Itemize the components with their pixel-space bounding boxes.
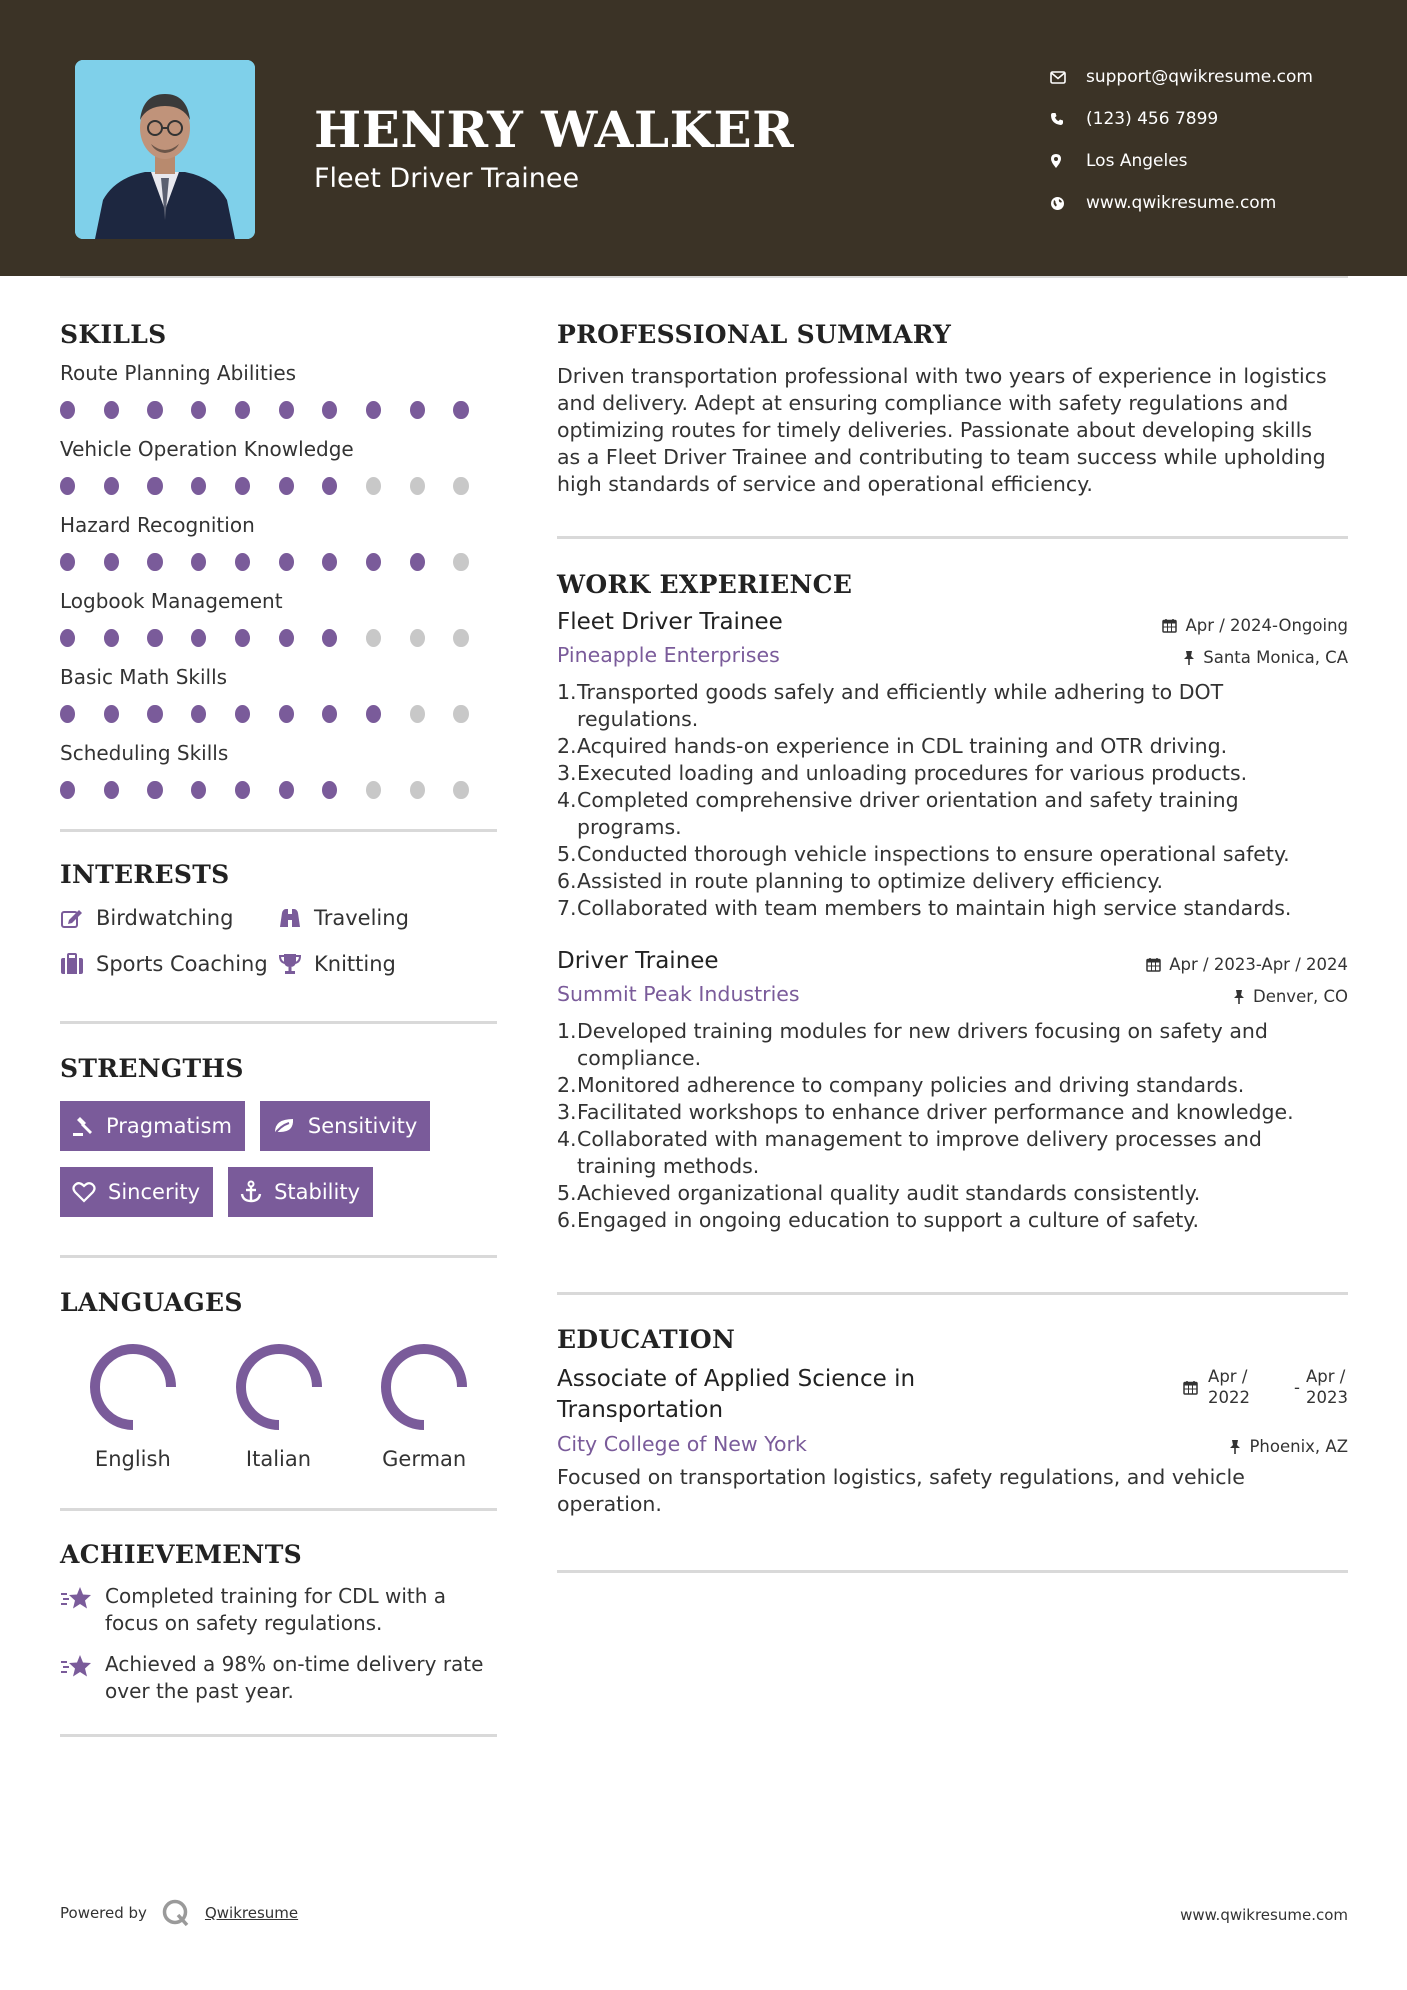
achievement-line: Achieved a 98% on-time delivery rate [105, 1652, 484, 1676]
achievement-item [60, 1651, 497, 1705]
contact-location [1050, 140, 1313, 182]
rating-dot-empty [366, 629, 381, 647]
skill-rating [60, 699, 497, 729]
job-subheader [557, 643, 1348, 667]
achievements-list [60, 1583, 497, 1705]
summary-line: and delivery. Adept at ensuring compliance with safety regulations and [557, 391, 1289, 415]
strength-label: Sensitivity [307, 1114, 418, 1138]
rating-dot-empty [453, 553, 468, 571]
rating-dot-filled [279, 781, 294, 799]
bullet-number: 5. [557, 842, 577, 866]
contact-email[interactable] [1050, 56, 1313, 98]
achievement-item [60, 1583, 497, 1637]
rating-dot-filled [147, 477, 162, 495]
language-level-arc [95, 1349, 171, 1425]
bullet-text: Monitored adherence to company policies and driving standards. [577, 1073, 1245, 1097]
section-divider [557, 1570, 1348, 1573]
bullet-number: 3. [557, 761, 577, 785]
rating-dot-filled [60, 401, 75, 419]
rating-dot-filled [104, 781, 119, 799]
achievement-line: Completed training for CDL with a [105, 1584, 447, 1608]
job-bullet [557, 868, 1348, 895]
resume-header [0, 0, 1407, 276]
strength-tag [60, 1101, 245, 1151]
rating-dot-filled [322, 553, 337, 571]
bullet-text: Facilitated workshops to enhance driver performance and knowledge. [577, 1100, 1294, 1124]
header-divider [60, 276, 1348, 278]
rating-dot-filled [191, 553, 206, 571]
language-level-arc [241, 1349, 317, 1425]
rating-dot-filled [410, 553, 425, 571]
education-subheader [557, 1432, 1348, 1456]
job-bullet [557, 895, 1348, 922]
job-date-text: Apr / 2023-Apr / 2024 [1169, 955, 1348, 974]
map-pin-icon [1050, 153, 1086, 169]
star-icon [60, 1653, 93, 1679]
degree-line: Associate of Applied Science in [557, 1366, 916, 1392]
candidate-title: Fleet Driver Trainee [314, 163, 580, 194]
profile-photo [75, 60, 255, 239]
language-level-arc [386, 1349, 462, 1425]
rating-dot-filled [104, 401, 119, 419]
trophy-icon [278, 953, 302, 975]
skill-name: Basic Math Skills [60, 665, 228, 689]
language-gauge [87, 1341, 179, 1433]
rating-dot-filled [279, 705, 294, 723]
education-description [557, 1464, 1348, 1518]
job-subheader [557, 982, 1348, 1006]
job-company: Summit Peak Industries [557, 982, 800, 1006]
interest-item [278, 949, 498, 979]
end-year: 2023 [1306, 1388, 1348, 1407]
calendar-icon [1162, 618, 1177, 633]
phone-icon [1050, 112, 1086, 126]
achievement-text [105, 1651, 483, 1705]
rating-dot-filled [235, 781, 250, 799]
bullet-text: Assisted in route planning to optimize delivery efficiency. [577, 869, 1164, 893]
rating-dot-filled [366, 401, 381, 419]
skill-name: Route Planning Abilities [60, 361, 297, 385]
bullet-text: Engaged in ongoing education to support a culture of safety. [577, 1208, 1200, 1232]
bullet-text: Achieved organizational quality audit standards consistently. [577, 1181, 1201, 1205]
interest-item [60, 949, 278, 979]
contact-list [1050, 56, 1313, 224]
rating-dot-filled [235, 553, 250, 571]
school-name: City College of New York [557, 1432, 807, 1456]
rating-dot-empty [453, 477, 468, 495]
bullet-number: 5. [557, 1181, 577, 1205]
job-entry [557, 948, 1348, 1234]
interest-label: Knitting [314, 952, 396, 976]
anchor-icon [240, 1180, 262, 1204]
heart-icon [72, 1181, 96, 1203]
rating-dot-filled [322, 401, 337, 419]
footer-url[interactable]: www.qwikresume.com [1180, 1906, 1348, 1924]
candidate-name: HENRY WALKER [314, 100, 795, 159]
interest-item [60, 903, 278, 933]
job-location-text: Denver, CO [1252, 987, 1348, 1006]
bullet-line: training methods. [577, 1154, 760, 1178]
skills-section [60, 320, 497, 805]
rating-dot-empty [410, 477, 425, 495]
bullet-text [577, 1018, 1268, 1072]
rating-dot-filled [366, 553, 381, 571]
contact-phone-text: (123) 456 7899 [1086, 109, 1219, 129]
section-divider [60, 1255, 497, 1258]
job-entry [557, 609, 1348, 922]
bullet-number: 2. [557, 734, 577, 758]
qwikresume-logo-icon [161, 1898, 191, 1928]
job-date-text: Apr / 2024-Ongoing [1185, 616, 1348, 635]
qwikresume-link[interactable]: Qwikresume [204, 1904, 299, 1922]
achievement-line: focus on safety regulations. [105, 1611, 383, 1635]
degree-line: Transportation [557, 1397, 724, 1423]
section-divider [60, 1734, 497, 1737]
language-gauge [233, 1341, 325, 1433]
strength-tag [260, 1101, 430, 1151]
degree-title [557, 1364, 915, 1426]
skills-heading: SKILLS [60, 320, 167, 349]
education-date [1183, 1366, 1348, 1408]
strength-label: Pragmatism [106, 1114, 232, 1138]
language-label: Italian [245, 1447, 312, 1471]
bullet-number: 4. [557, 788, 577, 812]
job-title: Driver Trainee [557, 948, 719, 974]
languages-list [60, 1341, 497, 1471]
rating-dot-filled [410, 401, 425, 419]
strengths-section [60, 1054, 497, 1217]
achievements-heading: ACHIEVEMENTS [60, 1540, 302, 1569]
contact-website[interactable] [1050, 182, 1313, 224]
rating-dot-filled [60, 705, 75, 723]
bullet-text [577, 1126, 1262, 1180]
rating-dot-filled [191, 477, 206, 495]
education-end [1306, 1366, 1348, 1408]
rating-dot-filled [191, 401, 206, 419]
globe-icon [1050, 196, 1086, 211]
job-location-text: Santa Monica, CA [1203, 648, 1348, 667]
rating-dot-empty [453, 781, 468, 799]
contact-location-text: Los Angeles [1086, 151, 1188, 171]
summary-line: Driven transportation professional with two years of experience in logistics [557, 364, 1327, 388]
star-icon [60, 1585, 93, 1611]
job-date [1146, 955, 1348, 974]
job-bullets [557, 679, 1348, 922]
languages-heading: LANGUAGES [60, 1288, 243, 1317]
job-bullet [557, 760, 1348, 787]
summary-text [557, 363, 1348, 498]
education-location-text: Phoenix, AZ [1249, 1437, 1348, 1456]
rating-dot-filled [104, 705, 119, 723]
rating-dot-filled [147, 401, 162, 419]
pushpin-icon [1229, 1439, 1241, 1455]
rating-dot-empty [453, 705, 468, 723]
footer-branding [60, 1898, 298, 1928]
summary-heading: PROFESSIONAL SUMMARY [557, 320, 952, 349]
description-line: operation. [557, 1492, 662, 1516]
bullet-line: Collaborated with management to improve delivery processes and [577, 1127, 1262, 1151]
interest-label: Sports Coaching [96, 952, 268, 976]
skill-rating [60, 395, 497, 425]
rating-dot-filled [60, 477, 75, 495]
skill-name: Logbook Management [60, 589, 283, 613]
rating-dot-empty [366, 477, 381, 495]
end-month: Apr / [1306, 1367, 1346, 1386]
skill-item [60, 513, 497, 577]
rating-dot-filled [104, 477, 119, 495]
gavel-icon [72, 1115, 94, 1137]
job-bullet [557, 1207, 1348, 1234]
rating-dot-filled [235, 705, 250, 723]
rating-dot-filled [147, 705, 162, 723]
rating-dot-filled [322, 705, 337, 723]
language-gauge [378, 1341, 470, 1433]
rating-dot-empty [410, 781, 425, 799]
job-header [557, 948, 1348, 974]
job-bullets [557, 1018, 1348, 1234]
rating-dot-filled [191, 781, 206, 799]
edit-icon [60, 907, 84, 929]
rating-dot-empty [410, 629, 425, 647]
bullet-number: 3. [557, 1100, 577, 1124]
rating-dot-empty [410, 705, 425, 723]
rating-dot-filled [60, 553, 75, 571]
contact-phone[interactable] [1050, 98, 1313, 140]
section-divider [60, 829, 497, 832]
bullet-text: Conducted thorough vehicle inspections to ensure operational safety. [577, 842, 1290, 866]
strengths-list [60, 1101, 497, 1217]
rating-dot-filled [60, 781, 75, 799]
section-divider [60, 1021, 497, 1024]
bullet-number: 6. [557, 1208, 577, 1232]
strengths-heading: STRENGTHS [60, 1054, 244, 1083]
skill-item [60, 361, 497, 425]
interest-item [278, 903, 498, 933]
start-year: 2022 [1208, 1388, 1251, 1407]
summary-line: optimizing routes for timely deliveries. Passionate about developing skills [557, 418, 1313, 442]
rating-dot-filled [104, 553, 119, 571]
interest-label: Traveling [314, 906, 409, 930]
achievements-section [60, 1540, 497, 1705]
rating-dot-filled [147, 629, 162, 647]
skill-rating [60, 547, 497, 577]
rating-dot-filled [191, 629, 206, 647]
rating-dot-filled [235, 401, 250, 419]
contact-email-text: support@qwikresume.com [1086, 67, 1313, 87]
rating-dot-empty [453, 629, 468, 647]
envelope-icon [1050, 71, 1086, 84]
rating-dot-filled [104, 629, 119, 647]
experience-section [557, 570, 1348, 1234]
job-location [1183, 648, 1348, 667]
education-header [557, 1364, 1348, 1426]
right-column [557, 320, 1348, 1573]
start-month: Apr / [1208, 1367, 1248, 1386]
job-bullet [557, 1099, 1348, 1126]
bullet-number: 1. [557, 1019, 577, 1043]
rating-dot-filled [235, 477, 250, 495]
job-bullet [557, 787, 1348, 841]
bullet-line: Completed comprehensive driver orientation and safety training [577, 788, 1239, 812]
bullet-line: Transported goods safely and efficiently while adhering to DOT [577, 680, 1224, 704]
summary-line: as a Fleet Driver Trainee and contributing to team success while upholding [557, 445, 1326, 469]
strength-label: Stability [274, 1180, 361, 1204]
rating-dot-filled [147, 553, 162, 571]
education-section [557, 1325, 1348, 1518]
job-bullet [557, 1126, 1348, 1180]
skill-rating [60, 623, 497, 653]
strength-tag [228, 1167, 373, 1217]
languages-section [60, 1288, 497, 1471]
job-title: Fleet Driver Trainee [557, 609, 783, 635]
rating-dot-filled [60, 629, 75, 647]
rating-dot-filled [366, 705, 381, 723]
rating-dot-filled [279, 401, 294, 419]
bullet-text: Acquired hands-on experience in CDL training and OTR driving. [577, 734, 1228, 758]
achievement-text [105, 1583, 446, 1637]
summary-line: high standards of service and operational efficiency. [557, 472, 1093, 496]
rating-dot-filled [453, 401, 468, 419]
interests-section [60, 860, 497, 979]
skill-item [60, 665, 497, 729]
powered-by-text: Powered by [60, 1904, 147, 1922]
date-separator: - [1294, 1377, 1300, 1397]
bullet-line: Developed training modules for new drivers focusing on safety and [577, 1019, 1268, 1043]
skill-name: Hazard Recognition [60, 513, 255, 537]
skill-rating [60, 775, 497, 805]
pushpin-icon [1233, 989, 1245, 1005]
language-label: English [94, 1447, 171, 1471]
binoculars-icon [278, 907, 302, 929]
section-divider [557, 1292, 1348, 1295]
calendar-icon [1146, 957, 1161, 972]
rating-dot-filled [191, 705, 206, 723]
briefcase-icon [60, 953, 84, 975]
bullet-number: 1. [557, 680, 577, 704]
strength-label: Sincerity [108, 1180, 201, 1204]
job-bullet [557, 733, 1348, 760]
language-item [351, 1341, 497, 1471]
bullet-number: 4. [557, 1127, 577, 1151]
job-bullet [557, 1072, 1348, 1099]
language-label: German [382, 1447, 467, 1471]
rating-dot-filled [279, 629, 294, 647]
job-location [1233, 987, 1348, 1006]
bullet-number: 7. [557, 896, 577, 920]
education-location [1229, 1437, 1348, 1456]
education-heading: EDUCATION [557, 1325, 736, 1354]
rating-dot-filled [322, 629, 337, 647]
skill-name: Scheduling Skills [60, 741, 229, 765]
section-divider [557, 536, 1348, 539]
leaf-icon [272, 1116, 296, 1136]
bullet-line: programs. [577, 815, 682, 839]
job-company: Pineapple Enterprises [557, 643, 780, 667]
job-bullet [557, 679, 1348, 733]
interests-list [60, 903, 497, 979]
skill-name: Vehicle Operation Knowledge [60, 437, 354, 461]
skill-item [60, 589, 497, 653]
description-line: Focused on transportation logistics, safety regulations, and vehicle [557, 1465, 1245, 1489]
summary-section [557, 320, 1348, 498]
bullet-text [577, 679, 1223, 733]
experience-heading: WORK EXPERIENCE [557, 570, 853, 599]
rating-dot-filled [235, 629, 250, 647]
bullet-line: compliance. [577, 1046, 702, 1070]
interest-label: Birdwatching [96, 906, 234, 930]
job-bullet [557, 1018, 1348, 1072]
bullet-line: regulations. [577, 707, 699, 731]
contact-website-text: www.qwikresume.com [1086, 193, 1277, 213]
language-item [60, 1341, 206, 1471]
rating-dot-filled [279, 553, 294, 571]
rating-dot-filled [322, 781, 337, 799]
skills-list [60, 361, 497, 805]
section-divider [60, 1508, 497, 1511]
pushpin-icon [1183, 650, 1195, 666]
bullet-number: 2. [557, 1073, 577, 1097]
rating-dot-filled [322, 477, 337, 495]
rating-dot-empty [366, 781, 381, 799]
skill-item [60, 437, 497, 501]
bullet-text: Collaborated with team members to maintain high service standards. [577, 896, 1292, 920]
job-header [557, 609, 1348, 635]
calendar-icon [1183, 1380, 1198, 1395]
skill-item [60, 741, 497, 805]
job-bullet [557, 841, 1348, 868]
bullet-text: Executed loading and unloading procedures for various products. [577, 761, 1248, 785]
job-bullet [557, 1180, 1348, 1207]
achievement-line: over the past year. [105, 1679, 294, 1703]
strength-tag [60, 1167, 213, 1217]
education-start [1208, 1366, 1250, 1408]
skill-rating [60, 471, 497, 501]
left-column [60, 320, 497, 1737]
rating-dot-filled [279, 477, 294, 495]
bullet-text [577, 787, 1239, 841]
job-date [1162, 616, 1348, 635]
rating-dot-filled [147, 781, 162, 799]
language-item [206, 1341, 352, 1471]
bullet-number: 6. [557, 869, 577, 893]
interests-heading: INTERESTS [60, 860, 230, 889]
